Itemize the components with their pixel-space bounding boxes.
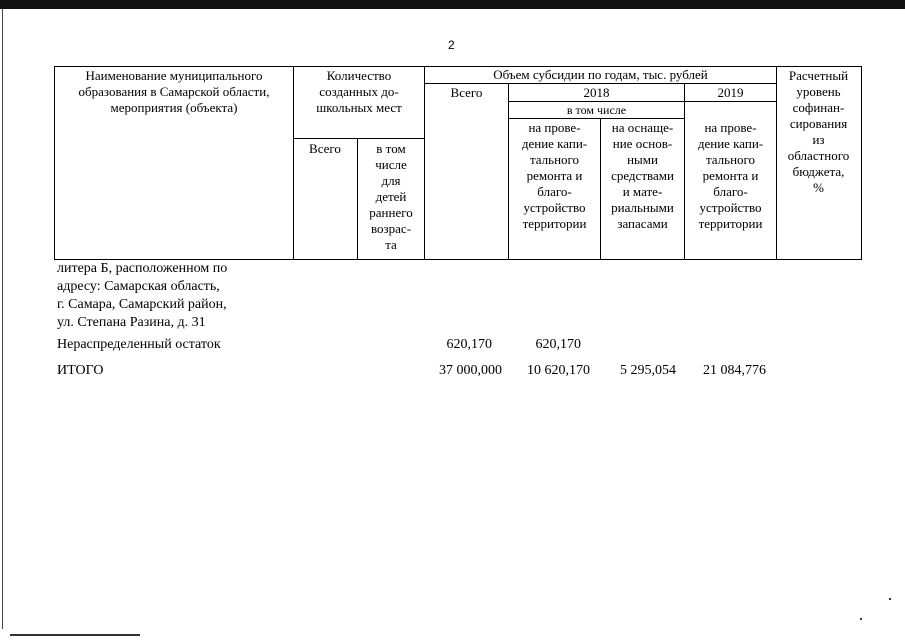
total-sum: 37 000,000 bbox=[439, 363, 502, 378]
scan-bottom-mark bbox=[10, 634, 140, 636]
scan-top-border bbox=[0, 0, 905, 9]
header-name: Наименование муниципального образования в Самарской области, мероприятия (объекта) bbox=[78, 68, 270, 115]
header-year-2018: 2018 bbox=[583, 85, 610, 100]
remainder-label: Нераспределенный остаток bbox=[57, 337, 221, 352]
total-2018-equip: 5 295,054 bbox=[620, 363, 676, 378]
header-year-2019: 2019 bbox=[717, 85, 744, 100]
header-2019-repair: на прове- дение капи- тального ремонта и благо- устройство территории bbox=[697, 120, 764, 231]
header-subsidy: Объем субсидии по годам, тыс. рублей bbox=[493, 67, 708, 82]
scan-left-edge bbox=[2, 9, 3, 629]
total-2019-repair: 21 084,776 bbox=[703, 363, 766, 378]
header-places-total: Всего bbox=[309, 141, 341, 156]
header-subsidy-total: Всего bbox=[450, 85, 483, 100]
address-text: литера Б, расположенном по адресу: Самарская область, г. Самара, Самарский район, ул. Степана Разина, д. 31 bbox=[57, 261, 228, 330]
grid-line bbox=[293, 66, 294, 259]
total-2018-repair: 10 620,170 bbox=[527, 363, 590, 378]
header-rate: Расчетный уровень софинан- сирования из областного бюджета, % bbox=[787, 68, 850, 195]
grid-line bbox=[424, 83, 776, 84]
grid-line bbox=[293, 138, 424, 139]
page-number: 2 bbox=[448, 38, 455, 52]
remainder-2018-repair: 620,170 bbox=[535, 337, 581, 352]
header-incl: в том числе bbox=[566, 103, 627, 117]
header-places: Количество созданных до- школьных мест bbox=[316, 68, 402, 115]
total-label: ИТОГО bbox=[57, 363, 104, 378]
scan-speck bbox=[860, 618, 862, 620]
scan-speck bbox=[889, 598, 891, 600]
header-places-early: в том числе для детей раннего возрас- та bbox=[369, 141, 413, 252]
header-2018-equip: на оснаще- ние основ- ными средствами и мате- риальными запасами bbox=[611, 120, 674, 231]
remainder-total: 620,170 bbox=[446, 337, 492, 352]
header-2018-repair: на прове- дение капи- тального ремонта и благо- устройство территории bbox=[521, 120, 588, 231]
grid-line bbox=[508, 118, 684, 119]
